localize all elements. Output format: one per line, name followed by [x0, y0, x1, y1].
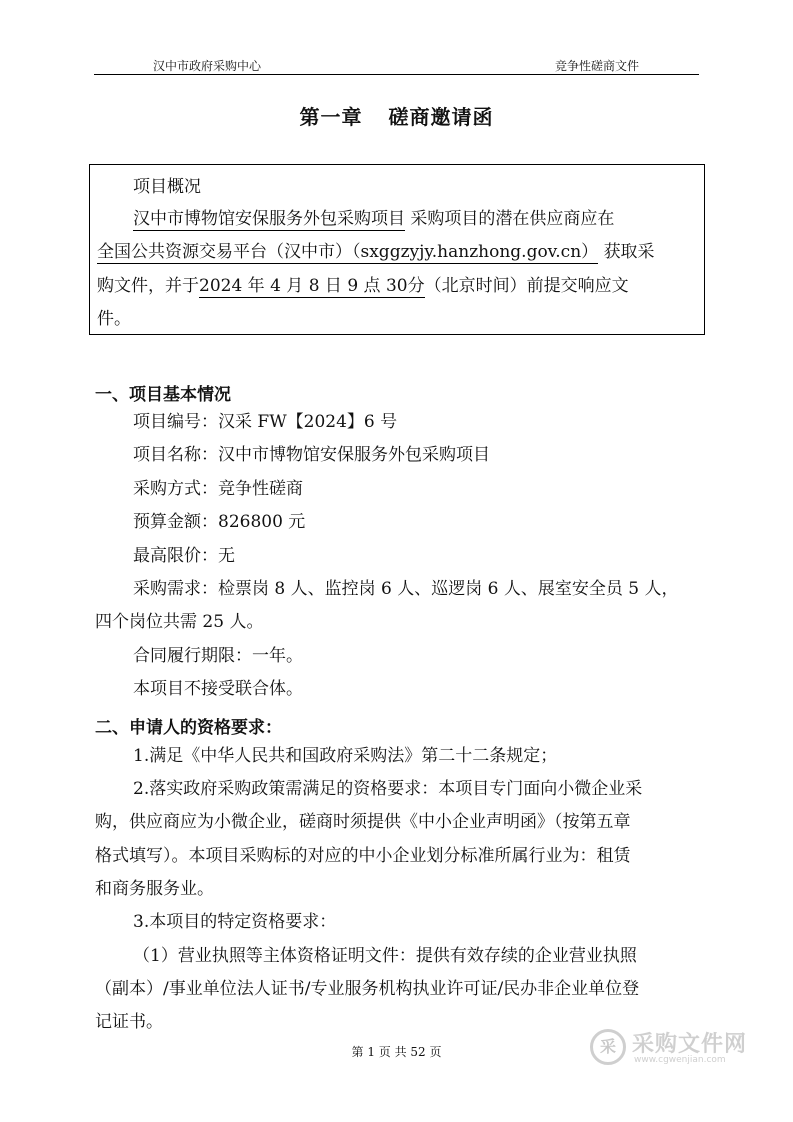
- section-1-item: 本项目不接受联合体。: [133, 679, 303, 699]
- section-1-item: 项目名称：汉中市博物馆安保服务外包采购项目: [133, 445, 490, 465]
- watermark-url: www.cgwenjian.com: [634, 1055, 726, 1065]
- overview-heading: 项目概况: [133, 177, 201, 197]
- header-org: 汉中市政府采购中心: [153, 59, 262, 73]
- overview-project-name: 汉中市博物馆安保服务外包采购项目: [133, 209, 405, 229]
- overview-platform: 全国公共资源交易平台（汉中市）（sxggzyjy.hanzhong.gov.cn）: [97, 242, 599, 262]
- section-2-line: 记证书。: [95, 1012, 163, 1032]
- page-number: 第 1 页 共 52 页: [351, 1045, 442, 1059]
- section-1-item: 项目编号：汉采 FW【2024】6 号: [133, 412, 398, 432]
- chapter-title: [0, 101, 793, 130]
- overview-line-1: [133, 203, 614, 236]
- section-2-line: 购，供应商应为小微企业，磋商时须提供《中小企业声明函》（按第五章: [95, 812, 631, 832]
- section-1-heading: 一、项目基本情况: [95, 385, 231, 405]
- section-2-line: （副本）/事业单位法人证书/专业服务机构执业许可证/民办非企业单位登: [95, 979, 640, 999]
- chapter-number: 第一章: [299, 105, 363, 129]
- watermark: [590, 1025, 760, 1075]
- section-1-item: 四个岗位共需 25 人。: [95, 612, 264, 632]
- section-1-item: 预算金额：826800 元: [133, 512, 306, 532]
- header-doc-type: 竞争性磋商文件: [554, 59, 639, 73]
- watermark-logo-icon: 采: [590, 1029, 626, 1065]
- overview-line-3: [97, 270, 629, 303]
- section-1-item: 采购需求：检票岗 8 人、监控岗 6 人、巡逻岗 6 人、展室安全员 5 人，: [133, 579, 679, 599]
- watermark-text: 采购文件网: [632, 1032, 748, 1057]
- chapter-name: 磋商邀请函: [388, 105, 494, 129]
- section-1-item: 合同履行期限：一年。: [133, 646, 303, 666]
- overview-line-3-text: （北京时间）前提交响应文: [424, 276, 629, 296]
- header-rule: [94, 74, 699, 75]
- overview-line-4: 件。: [97, 309, 131, 329]
- section-2-line: 1.满足《中华人民共和国政府采购法》第二十二条规定；: [133, 746, 558, 766]
- overview-line-2: [97, 236, 655, 269]
- overview-line-3-start: 购文件，并于: [97, 276, 199, 296]
- section-2-line: 格式填写）。本项目采购标的对应的中小企业划分标准所属行业为：租赁: [95, 846, 631, 866]
- overview-line-1-text: 采购项目的潜在供应商应在: [410, 209, 615, 229]
- section-2-line: 2.落实政府采购政策需满足的资格要求：本项目专门面向小微企业采: [133, 779, 643, 799]
- section-2-line: 3.本项目的特定资格要求：: [133, 912, 337, 932]
- section-2-line: （1）营业执照等主体资格证明文件：提供有效存续的企业营业执照: [133, 946, 637, 966]
- section-2-heading: 二、申请人的资格要求：: [95, 718, 282, 738]
- section-1-item: 最高限价：无: [133, 546, 235, 566]
- overview-line-2-text: 获取采: [603, 242, 655, 262]
- overview-deadline: 2024 年 4 月 8 日 9 点 30分: [199, 276, 425, 296]
- section-2-line: 和商务服务业。: [95, 879, 214, 899]
- section-1-item: 采购方式：竞争性磋商: [133, 479, 303, 499]
